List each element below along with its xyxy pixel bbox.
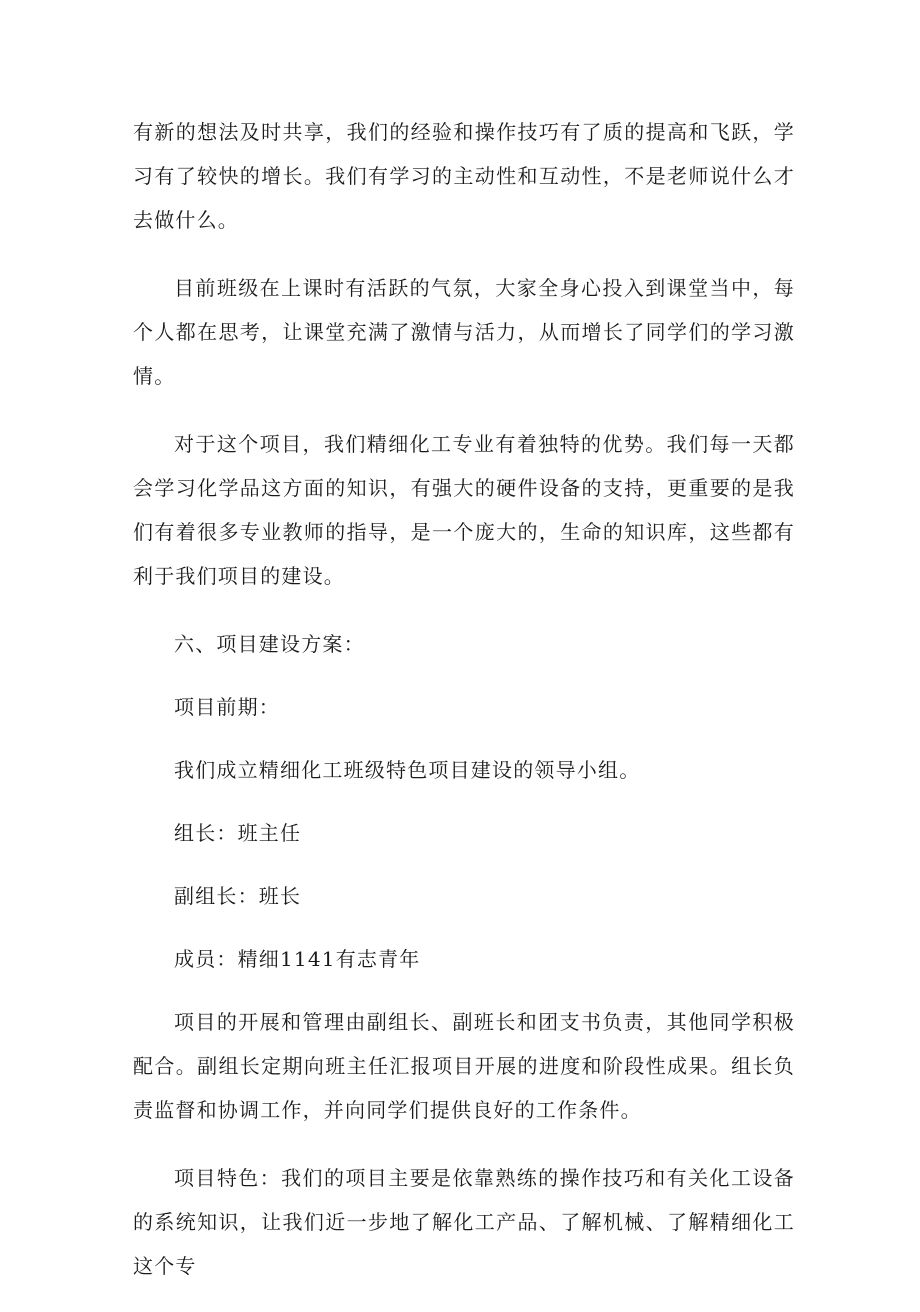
paragraph-leadership-group: 我们成立精细化工班级特色项目建设的领导小组。 (174, 758, 641, 782)
paragraph-management: 项目的开展和管理由副组长、副班长和团支书负责，其他同学积极配合。副组长定期向班主任汇报项目开展的进度和阶段性成果。组长负责监督和协调工作，并向同学们提供良好的工作条件。 (133, 1010, 795, 1122)
document-body (133, 110, 795, 1312)
subheading-early-stage: 项目前期： (174, 695, 280, 719)
paragraph-group-leader: 组长：班主任 (174, 821, 302, 845)
paragraph-class-atmosphere: 目前班级在上课时有活跃的气氛，大家全身心投入到课堂当中，每个人都在思考，让课堂充满了激情与活力，从而增长了同学们的学习激情。 (133, 276, 795, 388)
paragraph-major-advantage: 对于这个项目，我们精细化工专业有着独特的优势。我们每一天都会学习化学品这方面的知识，有强大的硬件设备的支持，更重要的是我们有着很多专业教师的指导，是一个庞大的，生命的知识库，这些都有利于我们项目的建设。 (133, 432, 795, 588)
paragraph-deputy-leader: 副组长：班长 (174, 884, 302, 908)
paragraph-project-features: 项目特色：我们的项目主要是依靠熟练的操作技巧和有关化工设备的系统知识，让我们近一步地了解化工产品、了解机械、了解精细化工这个专 (133, 1166, 795, 1278)
paragraph-members: 成员：精细1141有志青年 (174, 947, 421, 971)
paragraph-continuation: 有新的想法及时共享，我们的经验和操作技巧有了质的提高和飞跃，学习有了较快的增长。我们有学习的主动性和互动性，不是老师说什么才去做什么。 (133, 120, 795, 232)
section-heading-plan: 六、项目建设方案： (174, 632, 365, 656)
